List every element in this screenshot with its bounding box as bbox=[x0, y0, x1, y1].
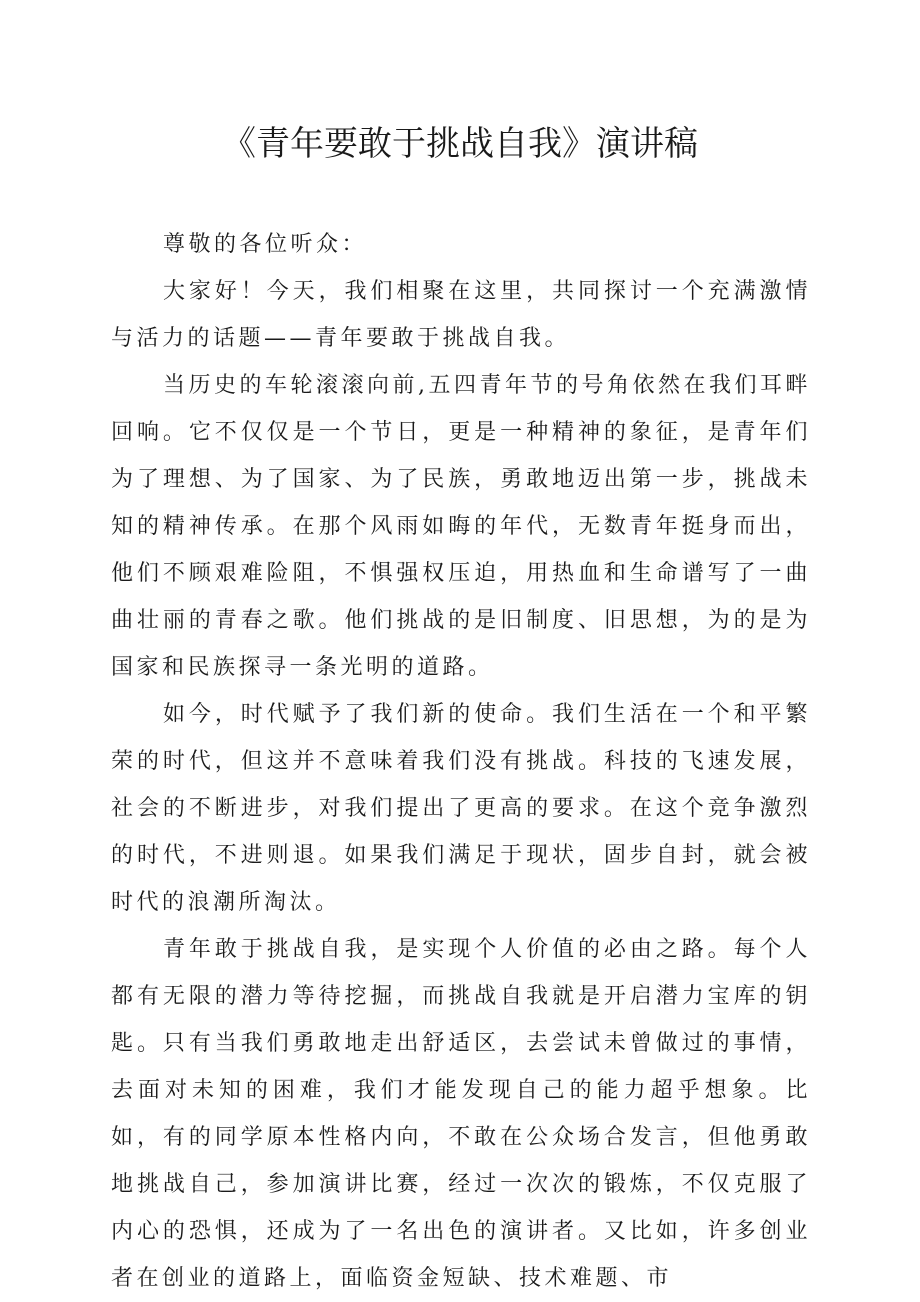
paragraph-history: 当历史的车轮滚滚向前,五四青年节的号角依然在我们耳畔回响。它不仅仅是一个节日，更是一种精神的象征，是青年们为了理想、为了国家、为了民族，勇敢地迈出第一步，挑战未知的精神传承。在那个风雨如晦的年代，无数青年挺身而出，他们不顾艰难险阻，不惧强权压迫，用热血和生命谱写了一曲曲壮丽的青春之歌。他们挑战的是旧制度、旧思想，为的是为国家和民族探寻一条光明的道路。 bbox=[111, 373, 811, 680]
document-body bbox=[111, 221, 811, 1302]
paragraph-new-mission: 如今，时代赋予了我们新的使命。我们生活在一个和平繁荣的时代，但这并不意味着我们没有挑战。科技的飞速发展，社会的不断进步，对我们提出了更高的要求。在这个竞争激烈的时代，不进则退。如果我们满足于现状，固步自封，就会被时代的浪潮所淘汰。 bbox=[111, 702, 811, 915]
greeting-line: 尊敬的各位听众： bbox=[163, 232, 368, 257]
paragraph-self-value: 青年敢于挑战自我，是实现个人价值的必由之路。每个人都有无限的潜力等待挖掘，而挑战自我就是开启潜力宝库的钥匙。只有当我们勇敢地走出舒适区，去尝试未曾做过的事情，去面对未知的困难，我们才能发现自己的能力超乎想象。比如，有的同学原本性格内向，不敢在公众场合发言，但他勇敢地挑战自己，参加演讲比赛，经过一次次的锻炼，不仅克服了内心的恐惧，还成为了一名出色的演讲者。又比如，许多创业者在创业的道路上，面临资金短缺、技术难题、市 bbox=[111, 937, 811, 1291]
document-title: 《青年要敢于挑战自我》演讲稿 bbox=[222, 124, 698, 164]
paragraph-opening: 大家好！今天，我们相聚在这里，共同探讨一个充满激情与活力的话题——青年要敢于挑战自我。 bbox=[111, 279, 811, 351]
